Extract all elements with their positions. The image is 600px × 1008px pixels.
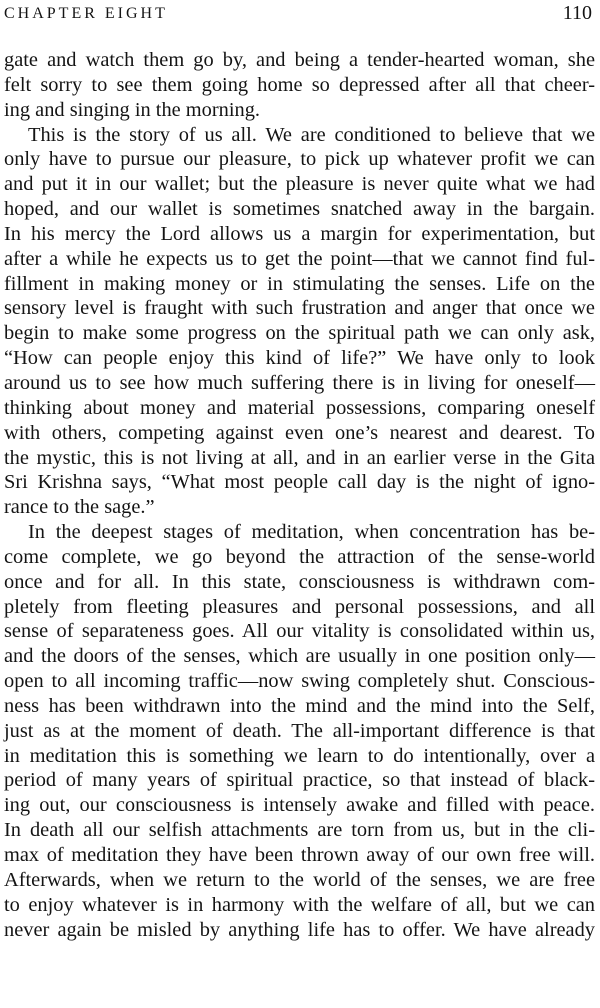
text-line: ness has been withdrawn into the mind and the mind into the Self, [4,694,595,717]
text-line: after a while he expects us to get the point—that we cannot find ful- [4,247,595,270]
text-line: never again be misled by anything life has to offer. We have already [4,918,595,941]
text-line: sensory level is fraught with such frustration and anger that once we [4,297,595,320]
text-line: In his mercy the Lord allows us a margin for experimentation, but [4,222,595,245]
paragraph-first-line: In the deepest stages of meditation, when concentration has be- [28,521,595,544]
page-number: 110 [562,2,592,24]
text-line: around us to see how much suffering there is in living for oneself— [4,371,595,394]
text-line: just as at the moment of death. The all-important difference is that [4,719,595,742]
text-line: ing and singing in the morning. [4,98,260,121]
text-line: felt sorry to see them going home so depressed after all that cheer- [4,73,595,96]
text-line: only have to pursue our pleasure, to pick up whatever profit we can [4,148,595,171]
text-line: to enjoy whatever is in harmony with the welfare of all, but we can [4,893,595,916]
text-line: rance to the sage.” [4,496,155,519]
text-line: hoped, and our wallet is sometimes snatched away in the bargain. [4,198,595,221]
text-line: fillment in making money or in stimulating the senses. Life on the [4,272,595,295]
text-line: begin to make some progress on the spiritual path we can only ask, [4,322,595,345]
text-line: max of meditation they have been thrown away of our own free will. [4,844,595,866]
text-line: once and for all. In this state, consciousness is withdrawn com- [4,570,595,593]
chapter-title: CHAPTER EIGHT [4,5,168,22]
text-line: the mystic, this is not living at all, and in an earlier verse in the Gita [4,446,595,469]
text-line: and put it in our wallet; but the pleasure is never quite what we had [4,173,595,196]
text-line: ing out, our consciousness is intensely awake and filled with peace. [4,794,595,817]
text-line: gate and watch them go by, and being a tender-hearted woman, she [4,49,595,71]
text-line: period of many years of spiritual practice, so that instead of black- [4,769,595,792]
text-line: Sri Krishna says, “What most people call day is the night of igno- [4,471,595,494]
text-line: “How can people enjoy this kind of life?” We have only to look [4,347,595,370]
text-line: in meditation this is something we learn to do intentionally, over a [4,744,595,767]
body-text [4,48,595,942]
text-line: open to all incoming traffic—now swing completely shut. Conscious- [4,670,595,693]
text-line: In death all our selfish attachments are torn from us, but in the cli- [4,819,595,842]
text-line: with others, competing against even one’s nearest and dearest. To [4,421,595,444]
text-line: sense of separateness goes. All our vitality is consolidated within us, [4,620,595,643]
text-line: thinking about money and material possessions, comparing oneself [4,396,595,419]
paragraph-first-line: This is the story of us all. We are conditioned to believe that we [28,123,595,146]
text-line: come complete, we go beyond the attraction of the sense-world [4,545,595,568]
running-header [0,0,600,40]
text-line: Afterwards, when we return to the world of the senses, we are free [4,868,595,891]
text-line: and the doors of the senses, which are usually in one position only— [4,645,595,668]
text-line: pletely from fleeting pleasures and personal possessions, and all [4,595,595,618]
